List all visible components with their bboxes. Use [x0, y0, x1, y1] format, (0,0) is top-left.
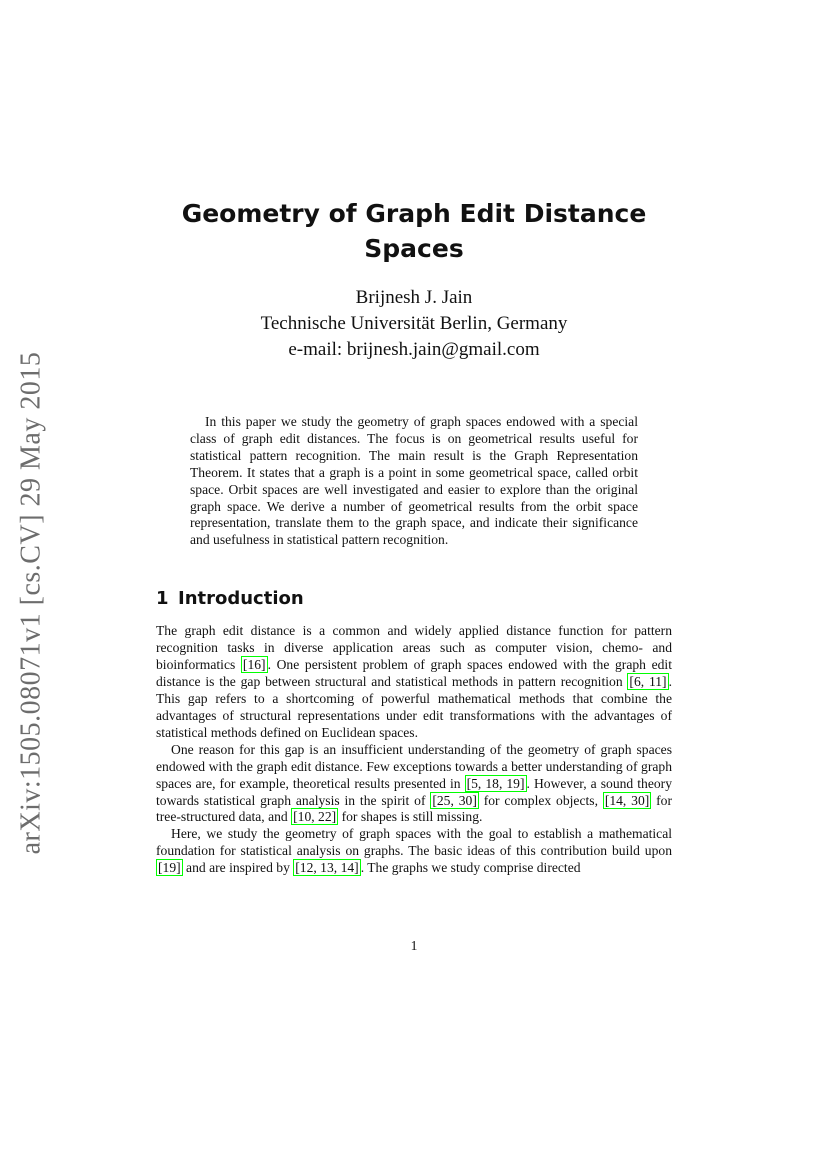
body-text-run: Here, we study the geometry of graph spaces with the goal to establish a mathematical foundation for statistical analysis on graphs. The basic ideas of this contribution build upon	[156, 826, 672, 859]
body-paragraph	[156, 742, 672, 827]
citation-link[interactable]: [25, 30]	[432, 792, 477, 808]
citation-link[interactable]: [16]	[242, 656, 266, 672]
section-number: 1	[156, 588, 169, 609]
body-text-run: The graph edit distance is a common and widely applied distance function for pattern recognition tasks in diverse application areas such as computer vision, chemo- and bioinformatics	[156, 623, 672, 672]
citation-link[interactable]: [14, 30]	[604, 792, 650, 808]
section-title: Introduction	[178, 588, 304, 609]
body-text-run: for tree-structured data, and	[156, 792, 673, 825]
body-paragraph	[156, 623, 672, 742]
paper-title	[150, 196, 678, 266]
body-text-run: for complex objects,	[478, 792, 603, 808]
section-heading	[156, 587, 304, 611]
abstract: In this paper we study the geometry of graph spaces endowed with a special class of graph edit distances. The focus is on geometrical results useful for statistical pattern recognition. The main result is the Graph Representation Theorem. It states that a graph is a point in some geometrical space, called orbit space. Orbit spaces are well investigated and easier to explore than the original graph space. We derive a number of geometrical results from the orbit space representation, translate them to the graph space, and indicate their significance and usefulness in statistical pattern recognition.	[190, 414, 638, 548]
paper-title-line-1: Geometry of Graph Edit Distance	[181, 199, 647, 228]
author-affiliation: Technische Universität Berlin, Germany	[260, 313, 568, 334]
body-text-run: . This gap refers to a shortcoming of powerful mathematical methods that combine the advantages of structural representations under edit transformations with the advantages of statistical methods defined on Euclidean spaces.	[156, 673, 672, 740]
paper-title-line-2: Spaces	[364, 234, 464, 263]
body-text-run: . However, a sound theory towards statistical graph analysis in the spirit of	[156, 775, 672, 808]
citation-link[interactable]: [12, 13, 14]	[295, 860, 359, 876]
arxiv-identifier-stamp	[13, 351, 49, 854]
body-paragraph	[156, 826, 672, 877]
citation-link[interactable]: [5, 18, 19]	[466, 775, 525, 791]
author-name: Brijnesh J. Jain	[355, 287, 473, 308]
citation-link[interactable]: [19]	[158, 860, 181, 876]
body-text-run: . The graphs we study comprise directed	[360, 860, 581, 876]
body-text-run: and are inspired by	[182, 860, 294, 876]
body-text-run: . One persistent problem of graph spaces endowed with the graph edit distance is the gap between structural and statistical methods in pattern recognition	[156, 656, 672, 689]
body-text	[156, 623, 672, 877]
body-text-run: for shapes is still missing.	[338, 809, 483, 825]
page-number: 1	[410, 938, 418, 953]
citation-link[interactable]: [10, 22]	[293, 809, 337, 825]
author-email: e-mail: brijnesh.jain@gmail.com	[288, 339, 540, 360]
arxiv-identifier-text: arXiv:1505.08071v1 [cs.CV] 29 May 2015	[15, 351, 47, 854]
body-text-run: One reason for this gap is an insufficient understanding of the geometry of graph spaces endowed with the graph edit distance. Few exceptions towards a better understanding of graph spaces are, for example, theoretical results presented in	[156, 741, 672, 791]
citation-link[interactable]: [6, 11]	[629, 673, 667, 689]
author-block	[150, 285, 678, 363]
